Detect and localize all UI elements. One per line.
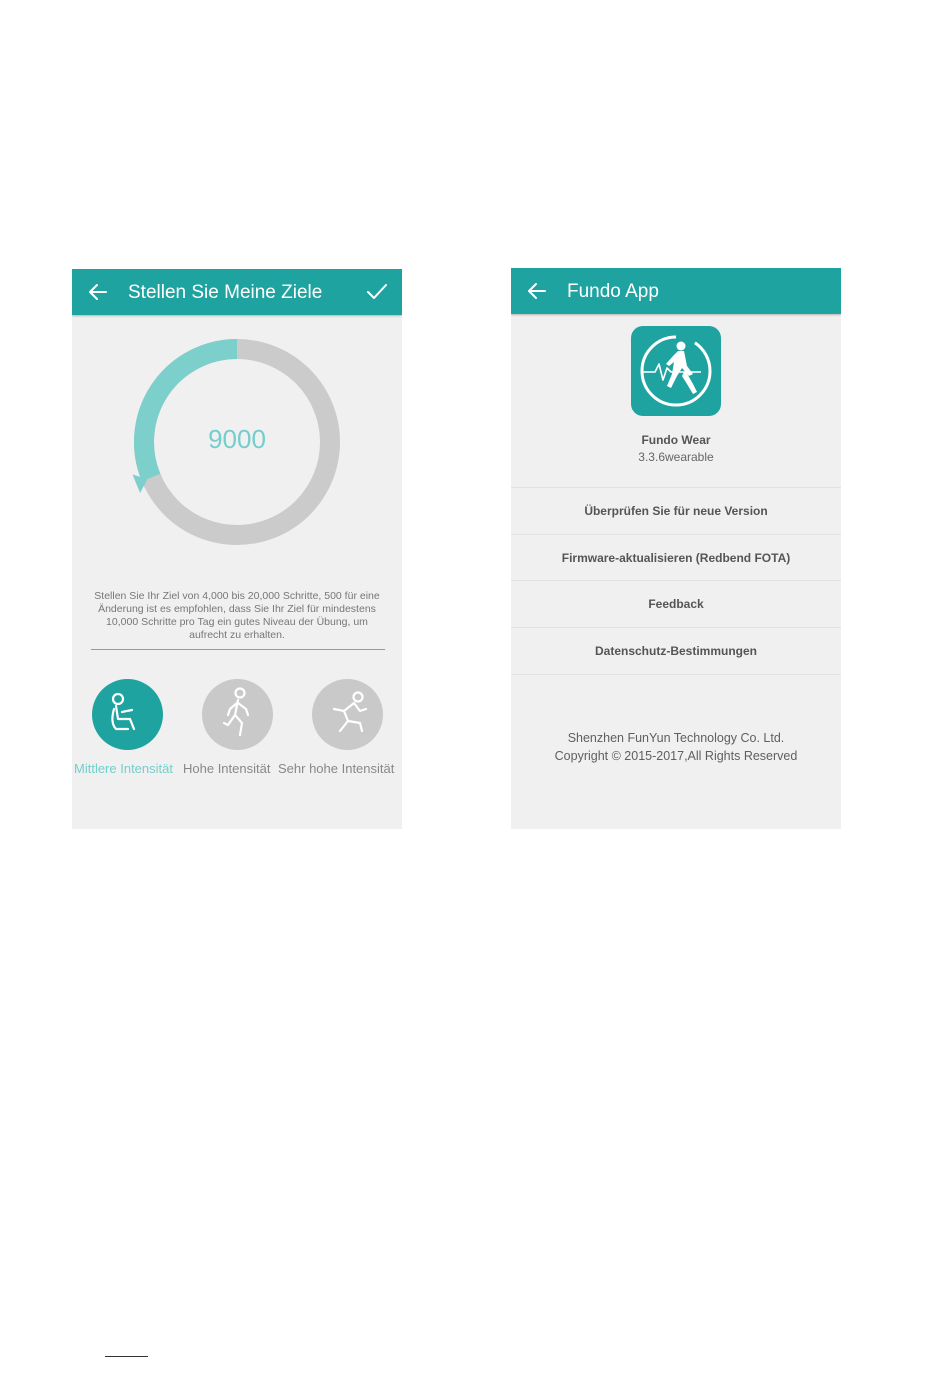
footer-copyright: Copyright © 2015-2017,All Rights Reserved [554, 749, 798, 763]
about-app-bar [511, 268, 841, 314]
intensity-very-high-label[interactable]: Sehr hohe Intensität [278, 761, 395, 776]
app-name: Fundo Wear [641, 433, 711, 447]
intensity-high-label[interactable]: Hohe Intensität [183, 761, 271, 776]
running-person-icon [202, 679, 273, 750]
menu-item-feedback[interactable]: Feedback [511, 580, 841, 627]
app-version: 3.3.6wearable [638, 450, 714, 464]
intensity-high-button[interactable] [202, 679, 273, 750]
check-icon[interactable] [366, 282, 388, 302]
page-title: Stellen Sie Meine Ziele [128, 282, 323, 303]
about-screen [511, 268, 841, 829]
intensity-medium-button[interactable] [92, 679, 163, 750]
menu-item-privacy[interactable]: Datenschutz-Bestimmungen [511, 627, 841, 675]
intensity-medium-label[interactable]: Mittlere Intensität [74, 761, 173, 776]
goals-app-bar [72, 269, 402, 315]
step-goal-value: 9000 [208, 424, 266, 454]
heartbeat-runner-icon [631, 326, 721, 416]
page-footer-rule [105, 1356, 148, 1357]
intensity-very-high-button[interactable] [312, 679, 383, 750]
seated-person-icon [92, 679, 163, 750]
app-logo [631, 326, 721, 416]
menu-item-firmware-update[interactable]: Firmware-aktualisieren (Redbend FOTA) [511, 534, 841, 581]
page-title: Fundo App [567, 281, 659, 302]
footer-company: Shenzhen FunYun Technology Co. Ltd. [567, 731, 785, 745]
ring-progress [144, 349, 237, 478]
goals-screen [72, 269, 402, 829]
divider [91, 649, 385, 650]
back-arrow-icon[interactable] [88, 282, 108, 302]
goal-description: Stellen Sie Ihr Ziel von 4,000 bis 20,000 Schritte, 500 für eine Änderung ist es empfohlen, dass Sie Ihr Ziel für mindestens 10,000 Schritte pro Tag ein gutes Niveau der Übung, um aufrecht zu erhalten. [94, 590, 380, 641]
sprinting-person-icon [312, 679, 383, 750]
menu-item-check-update[interactable]: Überprüfen Sie für neue Version [511, 487, 841, 534]
back-arrow-icon[interactable] [527, 281, 547, 301]
